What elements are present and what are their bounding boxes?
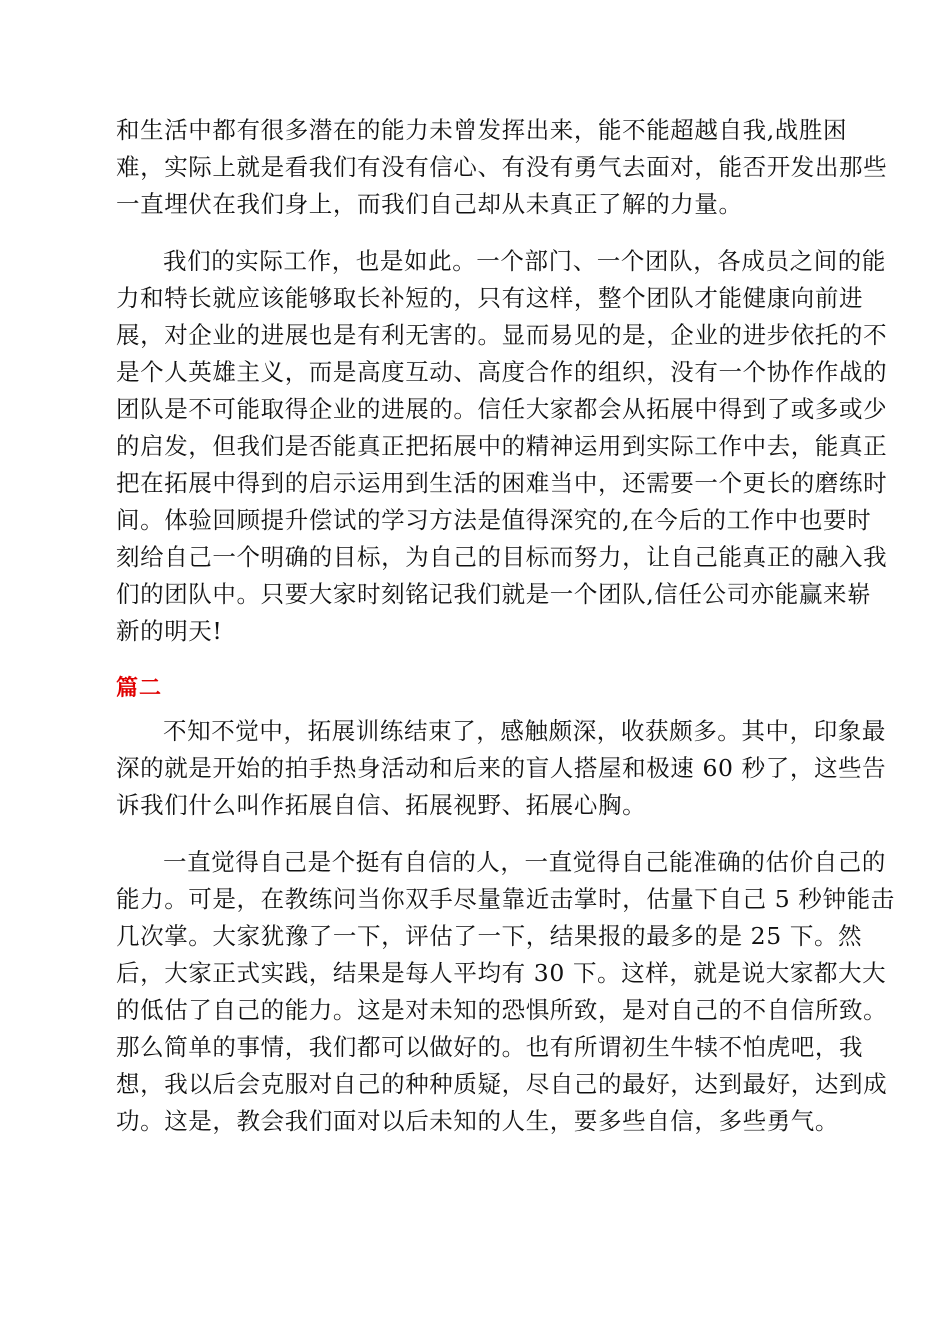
paragraph-line: 一直埋伏在我们身上，而我们自己却从未真正了解的力量。	[116, 190, 743, 218]
paragraph-gap	[116, 824, 836, 844]
paragraph-line: 深的就是开始的拍手热身活动和后来的盲人搭屋和极速 60 秒了，这些告	[116, 754, 887, 782]
paragraph-line: 功。这是，教会我们面对以后未知的人生，要多些自信，多些勇气。	[116, 1107, 839, 1135]
paragraph-line: 是个人英雄主义，而是高度互动、高度合作的组织，没有一个协作作战的	[116, 358, 888, 386]
paragraph-line: 诉我们什么叫作拓展自信、拓展视野、拓展心胸。	[116, 791, 647, 819]
paragraph-gap	[116, 650, 836, 670]
paragraph-4	[116, 844, 895, 1140]
paragraph-line: 一直觉得自己是个挺有自信的人，一直觉得自己能准确的估价自己的	[163, 848, 886, 876]
paragraph-line: 想，我以后会克服对自己的种种质疑，尽自己的最好，达到最好，达到成	[116, 1070, 888, 1098]
paragraph-line: 几次掌。大家犹豫了一下，评估了一下，结果报的最多的是 25 下。然	[116, 922, 863, 950]
section-heading: 篇二	[116, 676, 163, 701]
paragraph-line: 们的团队中。只要大家时刻铭记我们就是一个团队,信任公司亦能赢来崭	[116, 580, 872, 608]
paragraph-line: 能力。可是，在教练问当你双手尽量靠近击掌时，估量下自己 5 秒钟能击	[116, 885, 895, 913]
paragraph-line: 团队是不可能取得企业的进展的。信任大家都会从拓展中得到了或多或少	[116, 395, 888, 423]
document-page	[116, 112, 895, 1140]
paragraph-gap	[116, 223, 836, 243]
paragraph-line: 难，实际上就是看我们有没有信心、有没有勇气去面对，能否开发出那些	[116, 153, 888, 181]
paragraph-line: 后，大家正式实践，结果是每人平均有 30 下。这样，就是说大家都大大	[116, 959, 887, 987]
paragraph-line: 和生活中都有很多潜在的能力未曾发挥出来，能不能超越自我,战胜困	[116, 116, 848, 144]
paragraph-2	[116, 243, 888, 650]
paragraph-line: 把在拓展中得到的启示运用到生活的困难当中，还需要一个更长的磨练时	[116, 469, 888, 497]
paragraph-line: 刻给自己一个明确的目标，为自己的目标而努力，让自己能真正的融入我	[116, 543, 888, 571]
paragraph-line: 间。体验回顾提升偿试的学习方法是值得深究的,在今后的工作中也要时	[116, 506, 872, 534]
paragraph-line: 展，对企业的进展也是有利无害的。显而易见的是，企业的进步依托的不	[116, 321, 888, 349]
paragraph-line: 的低估了自己的能力。这是对未知的恐惧所致，是对自己的不自信所致。	[116, 996, 888, 1024]
paragraph-line: 不知不觉中，拓展训练结束了，感触颇深，收获颇多。其中，印象最	[163, 717, 886, 745]
paragraph-3	[116, 713, 887, 824]
paragraph-1	[116, 112, 888, 223]
paragraph-line: 那么简单的事情，我们都可以做好的。也有所谓初生牛犊不怕虎吧，我	[116, 1033, 864, 1061]
paragraph-line: 我们的实际工作，也是如此。一个部门、一个团队，各成员之间的能	[163, 247, 886, 275]
paragraph-line: 新的明天!	[116, 617, 223, 645]
paragraph-line: 的启发，但我们是否能真正把拓展中的精神运用到实际工作中去，能真正	[116, 432, 888, 460]
paragraph-line: 力和特长就应该能够取长补短的，只有这样，整个团队才能健康向前进	[116, 284, 864, 312]
